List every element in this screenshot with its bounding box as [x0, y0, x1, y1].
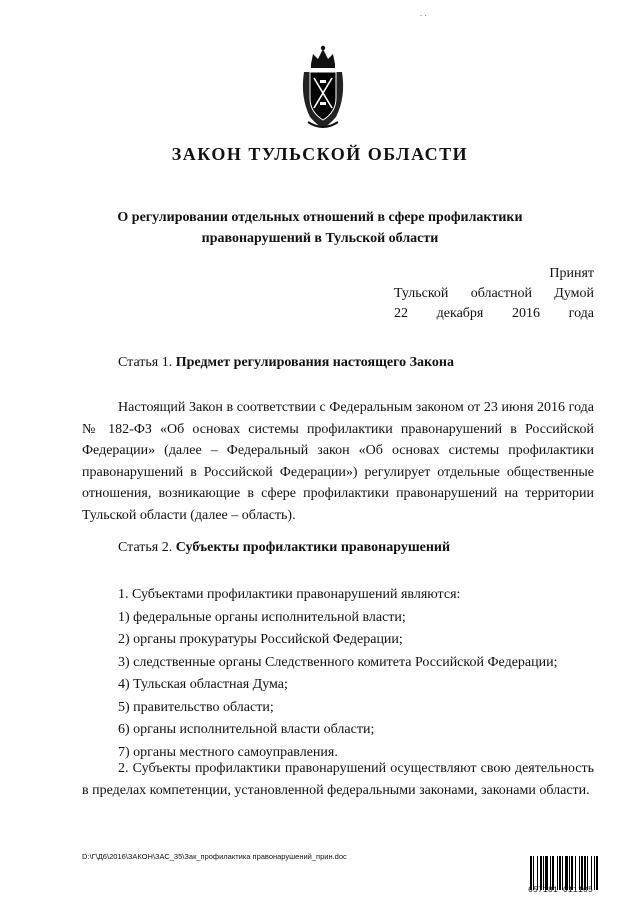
barcode-bar — [584, 856, 586, 890]
article-1-heading — [118, 355, 454, 371]
article-2-paragraph-2: 2. Субъекты профилактики правонарушений осуществляют свою деятельность в пределах компетенции, установленной федеральными законами, законами области. — [82, 761, 594, 798]
list-item: 6) органы исполнительной власти области; — [118, 722, 375, 737]
document-subtitle — [60, 207, 580, 249]
document-title: ЗАКОН ТУЛЬСКОЙ ОБЛАСТИ — [171, 144, 469, 164]
tula-coat-of-arms-icon — [298, 42, 348, 132]
barcode-bar — [591, 856, 592, 890]
article-2-title: Субъекты профилактики правонарушений — [175, 540, 451, 555]
list-item: 5) правительство области; — [118, 699, 274, 715]
barcode-bar — [537, 856, 538, 890]
article-1-paragraph: Настоящий Закон в соответствии с Федеральным законом от 23 июня 2016 года № 182-ФЗ «Об основах системы профилактики правонарушений в Российской Федерации» (далее – Федеральный закон «Об основах системы профилактики правонарушений в Российской Федерации») регулирует отдельные общественные отношения, возникающие в сфере профилактики правонарушений на территории Тульской области (далее – область). — [82, 400, 594, 523]
list-item: 3) следственные органы Следственного комитета Российской Федерации; — [118, 654, 558, 670]
list-item: 1) федеральные органы исполнительной власти; — [118, 609, 406, 625]
adopted-line-1: Принят — [549, 266, 594, 281]
barcode-bar — [575, 856, 576, 890]
adopted-line-2: Тульской областной Думой — [394, 286, 594, 301]
article-2-list — [118, 584, 558, 764]
file-path-footer: D:\Г\Д6\2016\ЗАКОН\ЗАС_35\Зак_профилактика правонарушений_прин.doc — [82, 852, 347, 861]
list-item: 4) Тульская областная Дума; — [118, 677, 288, 692]
subtitle-line-2: правонарушений в Тульской области — [201, 231, 439, 246]
barcode-bar — [579, 856, 580, 890]
list-item: 7) органы местного самоуправления. — [118, 744, 338, 760]
barcode-bar — [562, 856, 563, 890]
article-1-text — [82, 397, 594, 526]
barcode-bar — [550, 856, 551, 890]
article-2-heading — [118, 540, 450, 556]
barcode-bar — [596, 856, 598, 890]
subtitle-line-1: О регулировании отдельных отношений в сфере профилактики — [117, 210, 523, 225]
list-item: 2) органы прокуратуры Российской Федерации; — [118, 632, 403, 647]
barcode-bar — [571, 856, 573, 890]
barcode-icon — [530, 856, 626, 890]
adopted-line-3: 22 декабря 2016 года — [394, 306, 594, 321]
barcode-bar — [552, 856, 554, 890]
barcode-bar — [594, 856, 595, 890]
header-marks: . . — [420, 8, 427, 18]
barcode-bar — [569, 856, 570, 890]
barcode-bar — [545, 856, 548, 890]
barcode-bar — [565, 856, 568, 890]
barcode-bar — [559, 856, 561, 890]
barcode-number: 657181 011105 — [528, 886, 594, 895]
barcode-bar — [543, 856, 544, 890]
adoption-block — [394, 264, 594, 324]
list-item: 1. Субъектами профилактики правонарушений являются: — [118, 587, 461, 602]
article-2-prefix: Статья 2. — [118, 540, 173, 555]
barcode-bar — [533, 856, 534, 890]
barcode-bar — [557, 856, 558, 890]
barcode-bar — [530, 856, 532, 890]
article-1-title: Предмет регулирования настоящего Закона — [175, 355, 454, 370]
barcode-bar — [540, 856, 542, 890]
barcode-bar — [581, 856, 583, 890]
barcode-bar — [587, 856, 588, 890]
article-1-prefix: Статья 1. — [118, 355, 173, 370]
